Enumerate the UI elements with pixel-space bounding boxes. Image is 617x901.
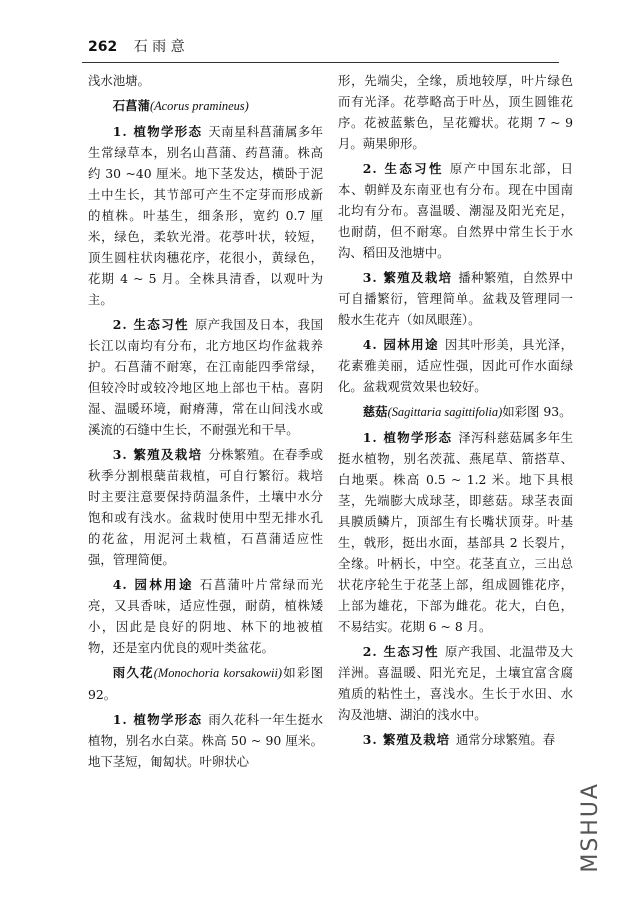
- section-heading: 2. 生态习性: [362, 161, 444, 176]
- plant-name: 石菖蒲: [112, 98, 150, 113]
- section-text: 雨久花科一年生挺水植物，别名水白菜。株高 50 ~ 90 厘米。地下茎短，匍匐状。叶卵状心: [88, 712, 324, 769]
- section-text: 石菖蒲叶片常绿而光亮，又具香味，适应性强，耐荫，植株矮小，因此是良好的阴地、林下的地被植物，还是室内优良的观叶类盆花。: [88, 577, 324, 655]
- section-text: 因其叶形美，具光泽，花素雅美丽，适应性强，因此可作水面绿化。盆栽观赏效果也较好。: [338, 337, 574, 394]
- watermark: MSHUA: [578, 782, 603, 873]
- section-text: 原产我国、北温带及大洋洲。喜温暖、阳光充足，土壤宜富含腐殖质的粘性土，喜浅水。生长于水田、水沟及池塘、湖泊的浅水中。: [338, 644, 574, 722]
- section-paragraph: [338, 267, 573, 330]
- plant-name: 雨久花: [112, 665, 154, 680]
- left-column: [88, 70, 323, 772]
- section-paragraph: [338, 641, 573, 725]
- section-paragraph: [88, 314, 323, 440]
- section-heading: 1. 植物学形态: [112, 124, 203, 139]
- section-paragraph: [338, 334, 573, 397]
- section-heading: 4. 园林用途: [112, 577, 194, 592]
- latin-name: (Monochoria korsakowii): [153, 666, 283, 680]
- section-heading: 1. 植物学形态: [362, 430, 453, 445]
- page-number: 262: [88, 39, 118, 55]
- section-text: 通常分球繁殖。春: [456, 732, 556, 747]
- latin-name: (Acorus pramineus): [149, 99, 249, 113]
- section-text: 分株繁殖。在春季或秋季分割根蘖苗栽植，可自行繁衍。栽培时主要注意要保持荫温条件，土壤中水分饱和或有浅水。盆栽时使用中型无排水孔的花盆，用泥河土栽植，石菖蒲适应性强，管理简便。: [88, 447, 324, 567]
- book-title: 石 雨 意: [133, 39, 185, 55]
- plant-entry-heading: [338, 401, 573, 423]
- section-paragraph: [88, 121, 323, 310]
- section-text: 原产中国东北部，日本、朝鲜及东南亚也有分布。现在中国南北均有分布。喜温暖、潮湿及阳光充足，也耐荫，但不耐寒。自然界中常生长于水沟、稻田及池塘中。: [338, 161, 574, 260]
- section-paragraph: [338, 729, 573, 750]
- section-text: 天南星科菖蒲属多年生常绿草本，别名山菖蒲、药菖蒲。株高约 30 ~40 厘米。地下茎发达，横卧于泥土中生长，其节部可产生不定芽而形成新的植株。叶基生，细条形，宽约 0.7 厘米，绿色，柔软光滑。花葶叶状，较短，顶生圆柱状肉穗花序，花很小，黄绿色，花期 4 ~ 5 月。全株具清香，以观叶为主。: [88, 124, 324, 307]
- section-heading: 3. 繁殖及栽培: [362, 732, 450, 747]
- section-paragraph: [338, 427, 573, 637]
- section-heading: 3. 繁殖及栽培: [362, 270, 453, 285]
- figure-reference: 如彩图 93。: [502, 404, 572, 419]
- body-paragraph: 浅水池塘。: [88, 73, 150, 88]
- plant-entry-heading: [88, 662, 323, 705]
- page-header: [88, 36, 185, 56]
- section-paragraph: [88, 574, 323, 658]
- section-text: 播种繁殖，自然界中可自播繁衍，管理简单。盆栽及管理同一般水生花卉（如凤眼莲）。: [338, 270, 574, 327]
- section-heading: 2. 生态习性: [362, 644, 439, 659]
- section-paragraph: [88, 444, 323, 570]
- section-paragraph: [338, 158, 573, 263]
- figure-reference: 如彩图 92。: [88, 665, 323, 702]
- body-paragraph: 形，先端尖，全缘，质地较厚，叶片绿色而有光泽。花葶略高于叶丛，顶生圆锥花序。花被蓝紫色，呈花瓣状。花期 7 ~ 9 月。蒴果卵形。: [338, 73, 573, 151]
- header-rule: [82, 62, 559, 63]
- section-heading: 3. 繁殖及栽培: [112, 447, 203, 462]
- right-column: [338, 70, 573, 750]
- latin-name: (Sagittaria sagittifolia): [387, 405, 503, 419]
- section-heading: 2. 生态习性: [112, 317, 189, 332]
- plant-name: 慈菇: [362, 404, 388, 419]
- section-text: 原产我国及日本，我国长江以南均有分布，北方地区均作盆栽养护。石菖蒲不耐寒，在江南能四季常绿，但较冷时或较冷地区地上部也干枯。喜阴湿、温暖环境，耐瘠薄，常在山间浅水或溪流的石缝中生长，不耐强光和干旱。: [88, 317, 324, 437]
- plant-entry-heading: [88, 95, 323, 117]
- section-text: 泽泻科慈菇属多年生挺水植物，别名茨菰、燕尾草、箭搭草、白地栗。株高 0.5 ~ 1.2 米。地下具根茎，先端膨大成球茎，即慈菇。球茎表面具膜质鳞片，顶部生有长嘴状顶芽。叶基生，戟形，挺出水面，基部具 2 长裂片，全缘。叶柄长，中空。花茎直立，三出总状花序轮生于花茎上部，组成圆锥花序，上部为雄花，下部为雌花。花大，白色，不易结实。花期 6 ~ 8 月。: [338, 430, 574, 634]
- section-heading: 1. 植物学形态: [112, 712, 203, 727]
- section-heading: 4. 园林用途: [362, 337, 439, 352]
- section-paragraph: [88, 709, 323, 772]
